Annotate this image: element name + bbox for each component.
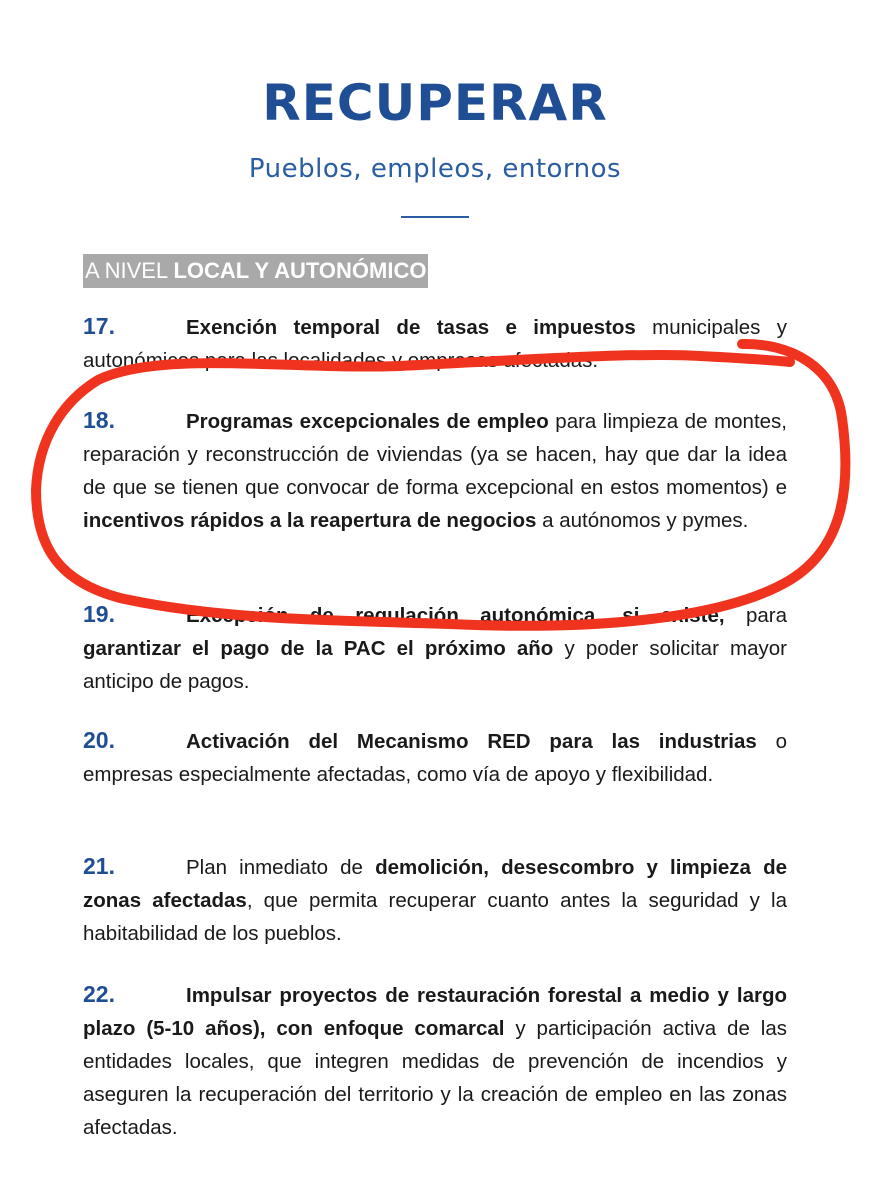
item-text: para limpieza de montes, reparación y reconstrucción de viviendas (ya se hacen, hay que dar la idea de que se tienen que convocar de forma excepcional en estos momentos) e <box>83 410 787 499</box>
item-bold-text: Impulsar proyectos de restauración forestal a medio y largo plazo (5-10 años), con enfoque comarcal <box>83 984 787 1040</box>
item-bold-text: Programas excepcionales de empleo <box>186 410 549 433</box>
item-number: 21. <box>83 853 115 879</box>
item-number: 18. <box>83 407 115 433</box>
item-text: y poder solicitar mayor anticipo de pagos. <box>83 637 787 693</box>
item-text: Plan inmediato de <box>186 856 376 879</box>
item-bold-text: Activación del Mecanismo RED para las industrias <box>186 730 757 753</box>
item-text: a autónomos y pymes. <box>536 509 749 532</box>
item-number: 17. <box>83 313 115 339</box>
item-text: y participación activa de las entidades locales, que integren medidas de prevención de incendios y aseguren la recuperación del territorio y la creación de empleo en las zonas afectadas. <box>83 1017 787 1139</box>
item-text: , que permita recuperar cuanto antes la seguridad y la habitabilidad de los pueblos. <box>83 889 787 945</box>
section-heading-prefix: A NIVEL <box>85 258 174 283</box>
item-bold-text: garantizar el pago de la PAC el próximo año <box>83 637 554 660</box>
item-number: 19. <box>83 601 115 627</box>
section-heading-emphasis: LOCAL Y AUTONÓMICO <box>173 258 427 283</box>
list-item-18 <box>83 404 787 537</box>
item-bold-text: demolición, desescombro y limpieza de zonas afectadas <box>83 856 787 912</box>
item-bold-text: Excepción de regulación autonómica, si existe, <box>186 604 725 627</box>
title-divider <box>401 216 469 218</box>
item-text: o empresas especialmente afectadas, como vía de apoyo y flexibilidad. <box>83 730 787 786</box>
section-heading <box>83 254 428 288</box>
item-text: municipales y autonómicos para las localidades y empresas afectadas. <box>83 316 788 372</box>
list-item-21 <box>83 850 787 950</box>
list-item-22 <box>83 978 787 1144</box>
list-item-20 <box>83 724 787 791</box>
document-title: RECUPERAR <box>262 74 608 132</box>
list-item-17 <box>83 310 787 377</box>
item-number: 22. <box>83 981 115 1007</box>
item-number: 20. <box>83 727 115 753</box>
item-bold-text: incentivos rápidos a la reapertura de negocios <box>83 509 537 532</box>
document-subtitle: Pueblos, empleos, entornos <box>248 154 622 184</box>
list-item-19 <box>83 598 787 698</box>
item-bold-text: Exención temporal de tasas e impuestos <box>186 316 636 339</box>
item-text: para <box>724 604 787 627</box>
